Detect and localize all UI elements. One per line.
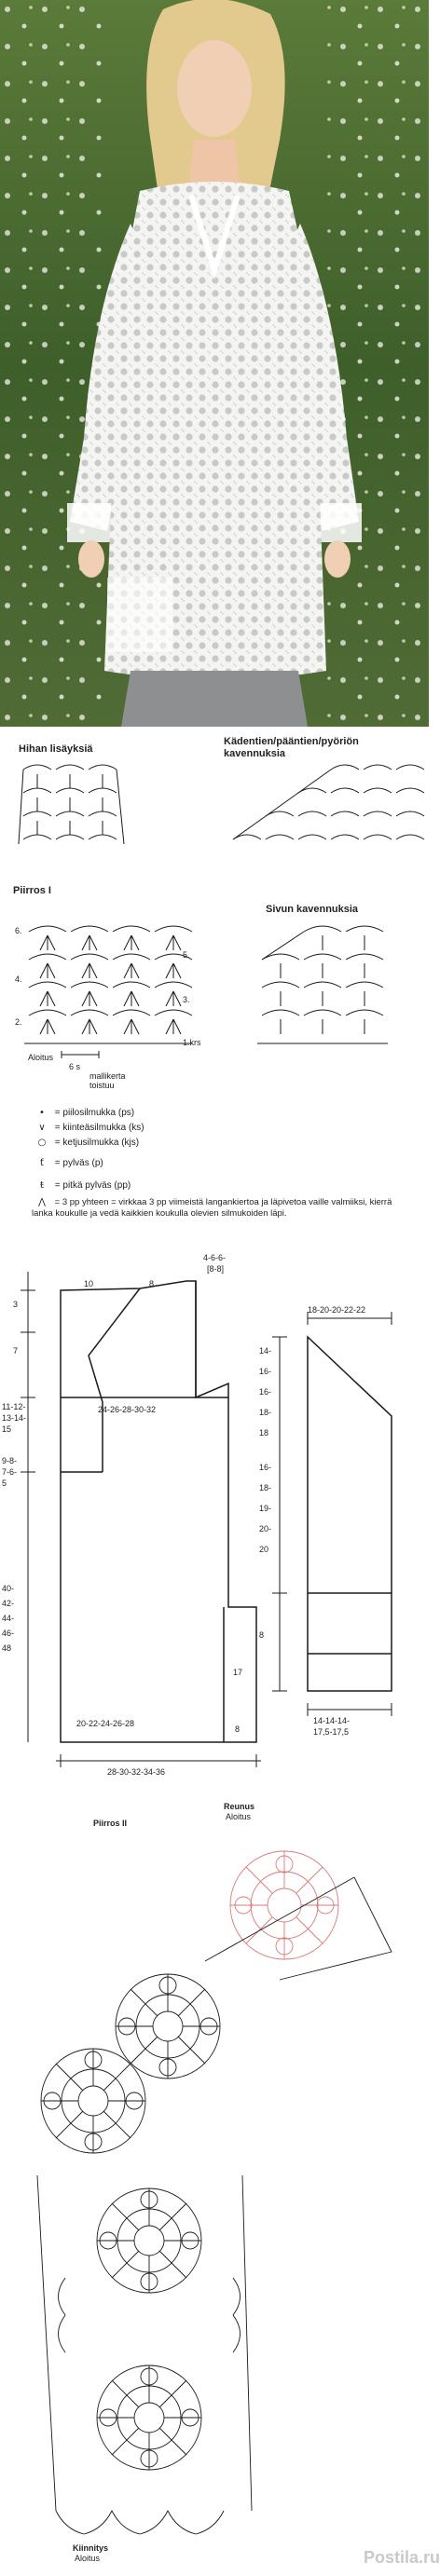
armhole-label: 7	[13, 1346, 19, 1356]
sleeve-increase-title: Hihan lisäyksiä	[19, 743, 93, 755]
slip-stitch-icon: •	[39, 1108, 45, 1118]
sleeve-cap-label-4: 18-	[259, 1408, 272, 1417]
treble-crochet-icon: ŧ	[40, 1180, 44, 1191]
side-decrease-title: Sivun kavennuksia	[266, 904, 359, 915]
legend-item: • = piilosilmukka (ps)	[32, 1108, 134, 1119]
sleeve-cap-label-5: 18	[259, 1428, 269, 1438]
chart-2-title: Piirros II	[93, 1819, 128, 1828]
length-label-4: 46-	[2, 1629, 15, 1638]
pattern-chart-2	[0, 1798, 429, 2576]
sleeve-length-label-2: 18-	[259, 1483, 272, 1492]
legend-item: ƭ = pylväs (p)	[32, 1158, 103, 1169]
row-4-label: 4.	[15, 975, 22, 984]
symbol-legend	[0, 1104, 429, 1234]
shoulder-height-label-2: [8-8]	[207, 1264, 225, 1274]
row-2-label: 2.	[15, 1017, 22, 1027]
sleeve-length-label-5: 20	[259, 1545, 269, 1554]
length-label: 40-	[2, 1584, 15, 1593]
slit-height-label: 17	[233, 1668, 243, 1677]
legend-item: ∨ = kiinteäsilmukka (ks)	[32, 1123, 144, 1134]
schematic-diagram	[0, 1253, 429, 1784]
legend-combo: ⋀ = 3 pp yhteen = virkkaa 3 pp viimeistä langankiertoa ja läpivetoa vaille valmiiksi, kierrä lanka koukulle ja vedä kaikkien koukulla olevien silmukoiden läpi.	[32, 1197, 392, 1219]
sleeve-cap-label: 14-	[259, 1346, 272, 1356]
cluster-icon: ⋀	[38, 1197, 46, 1207]
armhole-decrease-title: Kädentien/pääntien/pyöriön	[224, 736, 359, 747]
row-1-label: 1.krs	[183, 1038, 201, 1047]
chain-stitch-icon: ○	[37, 1138, 47, 1148]
neck-width-label: 10	[84, 1279, 94, 1288]
armhole-decrease-title-2: kavennuksia	[224, 748, 286, 759]
model-photo	[0, 0, 429, 727]
neck-depth-label: 3	[13, 1300, 19, 1309]
row-5-label: 5.	[183, 950, 190, 960]
chart-1-diagram	[24, 922, 416, 1062]
attach-label: Kiinnitys	[73, 2543, 109, 2553]
sleeve-bottom-label-2: 17,5-17,5	[313, 1727, 350, 1737]
armhole-depth-label-2: 13-14-	[2, 1413, 27, 1423]
row-6-label: 6.	[15, 926, 22, 935]
garment-schematic	[0, 1253, 429, 1784]
shoulder-height-label: 4-6-6-	[203, 1253, 227, 1262]
sleeve-top-label: 18-20-20-22-22	[308, 1305, 366, 1315]
row-3-label: 3.	[183, 995, 190, 1004]
repeat-label-1: mallikerta	[89, 1071, 126, 1081]
single-crochet-icon: ∨	[38, 1123, 46, 1133]
sleeve-cap-label-3: 16-	[259, 1387, 272, 1397]
sleeve-cap-label-2: 16-	[259, 1367, 272, 1376]
legend-item: ○ = ketjusilmukka (kjs)	[32, 1138, 139, 1149]
edge-start-label: Aloitus	[226, 1812, 252, 1821]
armhole-depth-label: 11-12-	[2, 1402, 26, 1411]
cuff-label: 8	[259, 1630, 265, 1640]
start-label: Aloitus	[28, 1053, 54, 1062]
length-label-5: 48	[2, 1643, 12, 1653]
pattern-chart-1	[0, 885, 429, 1090]
repeat-label-2: toistuu	[89, 1081, 115, 1090]
chart-1-title: Piirros I	[13, 885, 51, 896]
hem-width-label: 20-22-24-26-28	[76, 1719, 135, 1728]
chest-width-label: 24-26-28-30-32	[98, 1405, 157, 1414]
legend-item: ŧ = pitkä pylväs (pp)	[32, 1180, 131, 1192]
increase-decrease-charts	[0, 736, 429, 857]
sleeve-length-label: 16-	[259, 1463, 272, 1472]
sleeve-bottom-label: 14-14-14-	[313, 1716, 351, 1725]
side-label-3: 5	[2, 1479, 7, 1488]
sleeve-length-label-4: 20-	[259, 1524, 272, 1533]
length-label-2: 42-	[2, 1599, 15, 1608]
bottom-width-label: 28-30-32-34-36	[107, 1767, 166, 1777]
increase-decrease-diagram	[9, 760, 419, 863]
motif-diagram	[0, 1821, 429, 2548]
attach-start-label: Aloitus	[75, 2554, 101, 2563]
double-crochet-icon: ƭ	[40, 1158, 44, 1168]
side-label: 9-8-	[2, 1456, 18, 1465]
shoulder-width-label: 8	[149, 1279, 155, 1288]
edge-label: Reunus	[224, 1802, 255, 1811]
watermark: Postila.ru	[364, 2548, 440, 2567]
repeat-count: 6 s	[69, 1062, 81, 1071]
side-label-2: 7-6-	[2, 1467, 18, 1477]
sleeve-length-label-3: 19-	[259, 1504, 272, 1513]
armhole-depth-label-3: 15	[2, 1424, 12, 1434]
slit-width-label: 8	[235, 1724, 241, 1734]
length-label-3: 44-	[2, 1614, 15, 1623]
